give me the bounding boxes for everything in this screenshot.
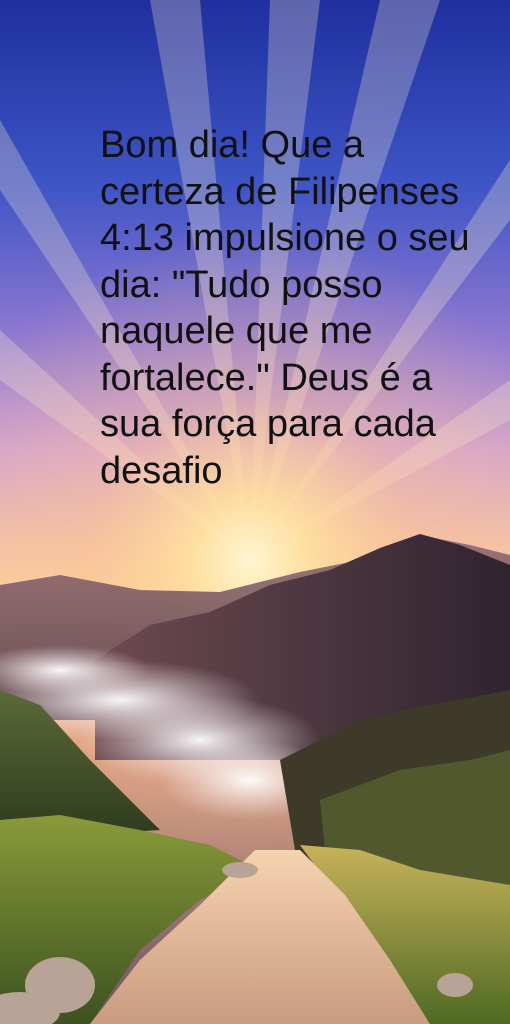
devotional-message: Bom dia! Que a certeza de Filipenses 4:13 impulsione o seu dia: "Tudo posso naquele que me fortalece." Deus é a sua força para cada desafio <box>100 124 470 492</box>
